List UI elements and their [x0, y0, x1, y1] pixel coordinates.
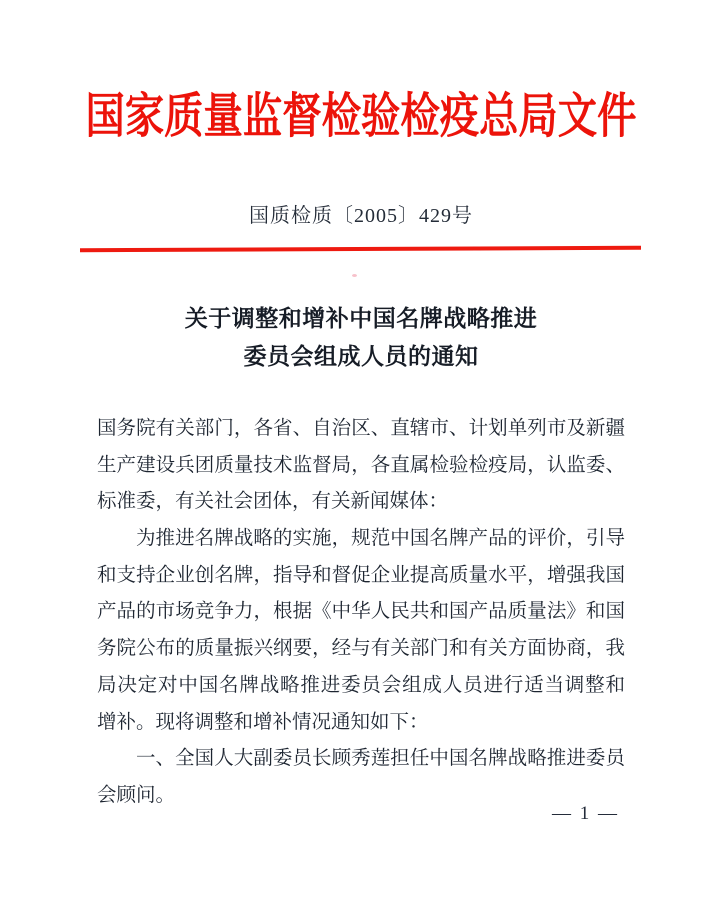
body-line: 一、全国人大副委员长顾秀莲担任中国名牌战略推进委员: [136, 748, 625, 770]
body-line: 产品的市场竞争力，根据《中华人民共和国产品质量法》和国: [97, 601, 625, 623]
document-reference-number: 国质检质〔2005〕429号: [249, 205, 473, 227]
agency-masthead-title: 国家质量监督检验检疫总局文件: [85, 90, 637, 143]
body-line: 和支持企业创名牌，指导和督促企业提高质量水平，增强我国: [97, 564, 625, 586]
body-line: 局决定对中国名牌战略推进委员会组成人员进行适当调整和: [97, 674, 625, 696]
scan-artifact-dot: [352, 274, 357, 277]
body-line: 会顾问。: [97, 784, 176, 806]
body-line: 务院公布的质量振兴纲要，经与有关部门和有关方面协商，我: [97, 638, 625, 660]
body-line: 标准委，有关社会团体，有关新闻媒体：: [97, 491, 449, 513]
document-title-line2: 委员会组成人员的通知: [243, 343, 479, 369]
document-title: [0, 299, 722, 375]
body-line: 增补。现将调整和增补情况通知如下：: [97, 711, 429, 733]
body-line: 国务院有关部门，各省、自治区、直辖市、计划单列市及新疆: [97, 418, 625, 439]
body-line: 生产建设兵团质量技术监督局，各直属检验检疫局，认监委、: [97, 454, 625, 476]
body-line: 为推进名牌战略的实施，规范中国名牌产品的评价，引导: [136, 528, 625, 550]
red-divider-rule: [80, 246, 641, 252]
document-body: [97, 411, 625, 815]
document-title-line1: 关于调整和增补中国名牌战略推进: [184, 305, 538, 331]
page-number: — 1 —: [552, 803, 619, 824]
